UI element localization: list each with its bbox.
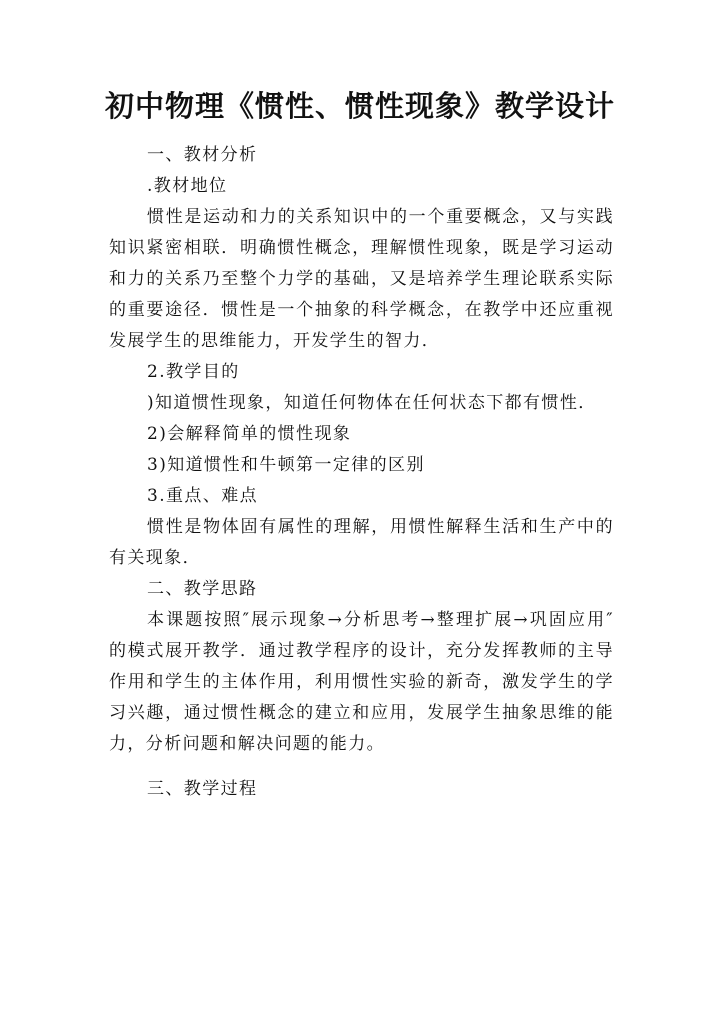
paragraph-material-position: 惯性是运动和力的关系知识中的一个重要概念，又与实践知识紧密相联．明确惯性概念，理解惯性现象，既是学习运动和力的关系乃至整个力学的基础，又是培养学生理论联系实际的重要途径．惯性是一个抽象的科学概念，在教学中还应重视发展学生的思维能力，开发学生的智力． <box>109 207 614 351</box>
paragraph-teaching-approach: 本课题按照″展示现象→分析思考→整理扩展→巩固应用″的模式展开教学．通过教学程序的设计，充分发挥教师的主导作用和学生的主体作用，利用惯性实验的新奇，激发学生的学习兴趣，通过惯性概念的建立和应用，发展学生抽象思维的能力，分析问题和解决问题的能力。 <box>109 610 614 754</box>
section-heading-materials: 一、教材分析 <box>147 145 258 165</box>
document-title: 初中物理《惯性、惯性现象》教学设计 <box>104 89 615 123</box>
goal-item-3: 3)知道惯性和牛顿第一定律的区别 <box>147 455 425 475</box>
document-body <box>109 140 614 805</box>
goal-item-1: )知道惯性现象，知道任何物体在任何状态下都有惯性． <box>147 393 597 413</box>
paragraph-key-points: 惯性是物体固有属性的理解，用惯性解释生活和生产中的有关现象． <box>109 517 614 568</box>
subheading-material-position: .教材地位 <box>147 176 228 196</box>
subheading-key-points: 3.重点、难点 <box>147 486 259 506</box>
subheading-teaching-goals: 2.教学目的 <box>147 362 240 382</box>
section-heading-teaching-approach: 二、教学思路 <box>147 579 258 599</box>
goal-item-2: 2)会解释简单的惯性现象 <box>147 424 352 444</box>
section-heading-teaching-process: 三、教学过程 <box>147 779 258 799</box>
